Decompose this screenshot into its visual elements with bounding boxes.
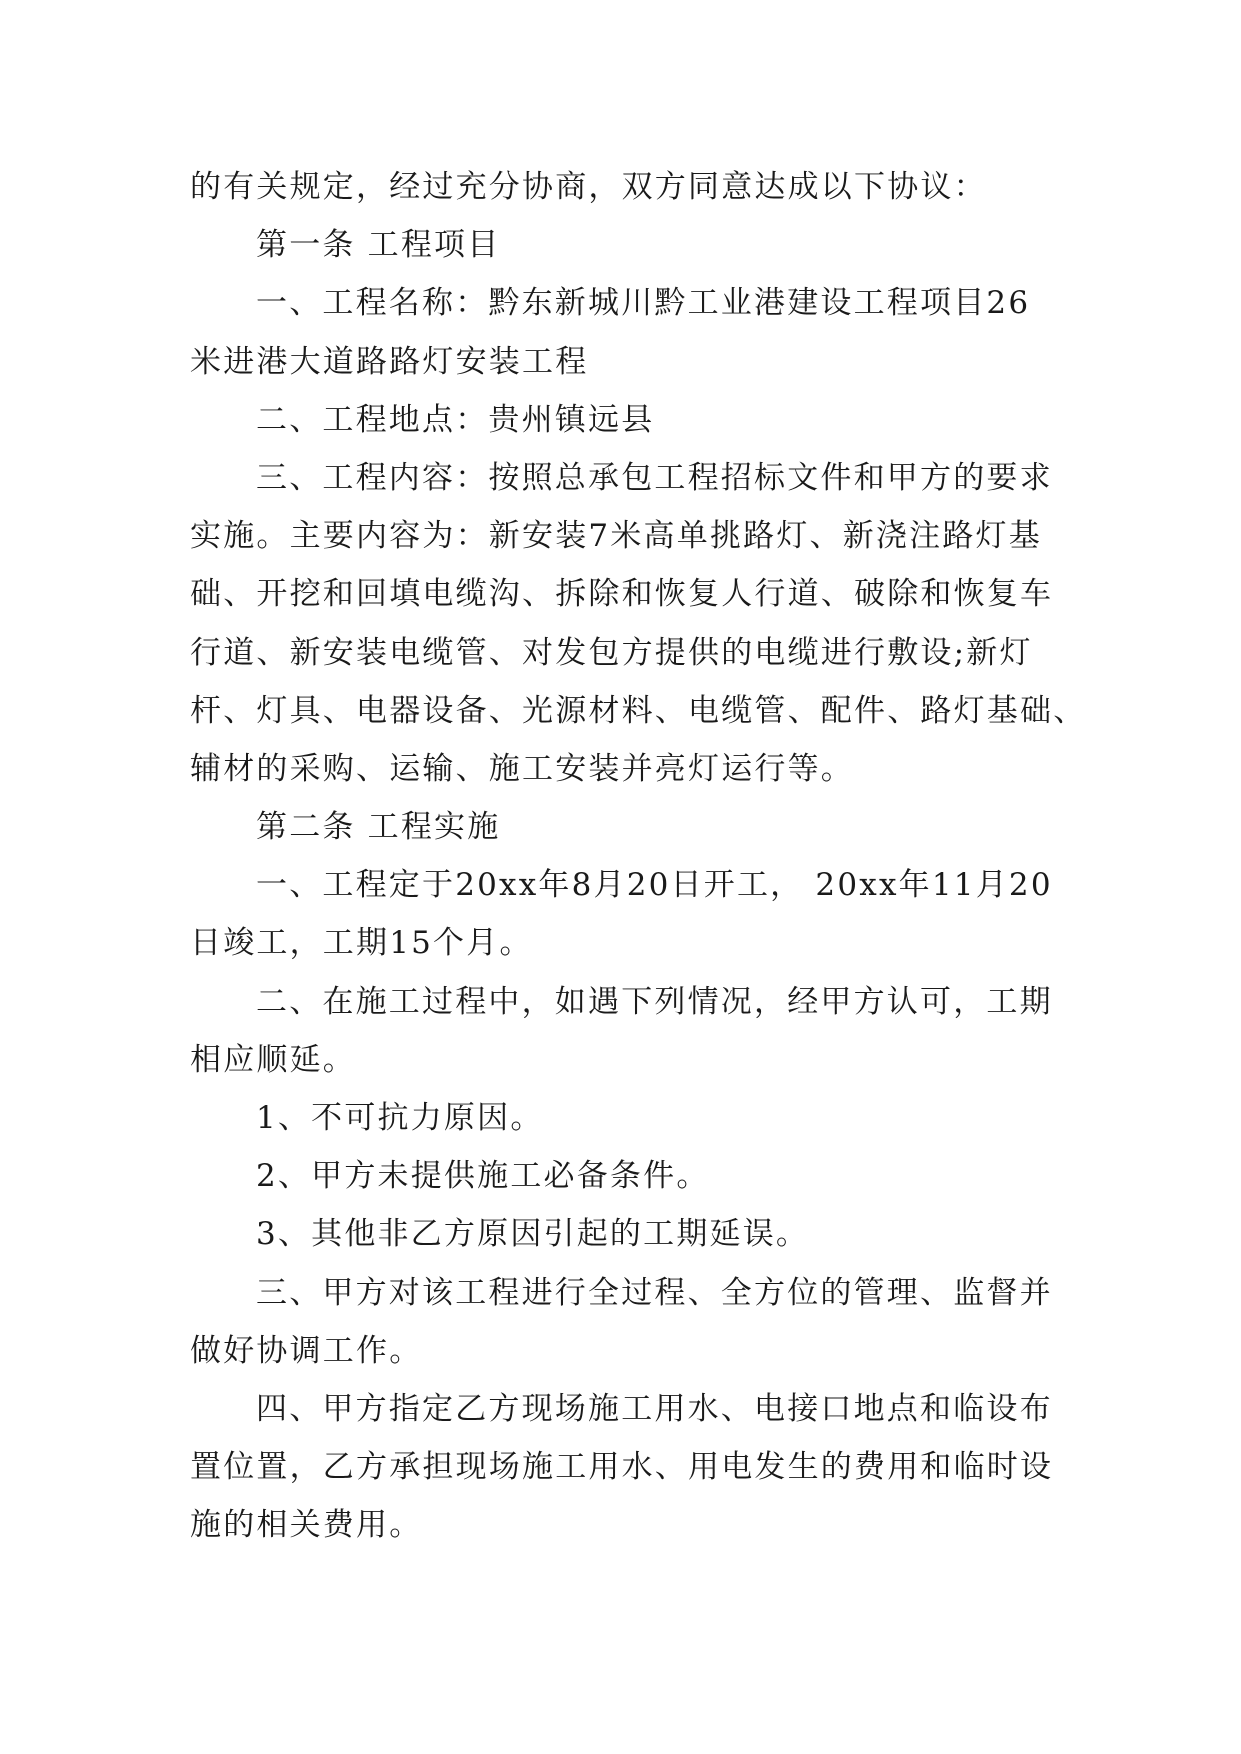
text-line: 做好协调工作。 [190, 1332, 423, 1369]
list-item: 3、其他非乙方原因引起的工期延误。 [256, 1216, 810, 1253]
text-line: 三、甲方对该工程进行全过程、全方位的管理、监督并 [256, 1274, 1053, 1311]
section-heading: 第二条 工程实施 [256, 809, 501, 846]
text-line: 置位置，乙方承担现场施工用水、用电发生的费用和临时设 [190, 1449, 1054, 1486]
text-line: 杆、灯具、电器设备、光源材料、电缆管、配件、路灯基础、 [190, 692, 1087, 729]
list-item: 1、不可抗力原因。 [256, 1100, 544, 1136]
text-line: 一、工程定于20xx年8月20日开工， 20xx年11月20 [256, 867, 1053, 904]
text-line: 行道、新安装电缆管、对发包方提供的电缆进行敷设;新灯 [190, 634, 1033, 671]
text-line: 一、工程名称：黔东新城川黔工业港建设工程项目26 [256, 285, 1031, 322]
list-item: 2、甲方未提供施工必备条件。 [256, 1158, 710, 1195]
text-line: 辅材的采购、运输、施工安装并亮灯运行等。 [190, 750, 854, 787]
text-line: 相应顺延。 [190, 1041, 356, 1078]
text-line: 实施。主要内容为：新安装7米高单挑路灯、新浇注路灯基 [190, 518, 1042, 555]
text-line: 三、工程内容：按照总承包工程招标文件和甲方的要求 [256, 459, 1053, 496]
text-line: 日竣工，工期15个月。 [190, 925, 533, 962]
text-line: 施的相关费用。 [190, 1507, 423, 1544]
text-line: 二、在施工过程中，如遇下列情况，经甲方认可，工期 [256, 983, 1053, 1020]
text-line: 础、开挖和回填电缆沟、拆除和恢复人行道、破除和恢复车 [190, 576, 1054, 613]
text-line: 二、工程地点：贵州镇远县 [256, 401, 655, 438]
section-heading: 第一条 工程项目 [256, 227, 501, 264]
text-line: 米进港大道路路灯安装工程 [190, 343, 589, 380]
document-body [190, 158, 1087, 1555]
text-line: 四、甲方指定乙方现场施工用水、电接口地点和临设布 [256, 1390, 1053, 1427]
text-line: 的有关规定，经过充分协商，双方同意达成以下协议： [190, 169, 987, 205]
